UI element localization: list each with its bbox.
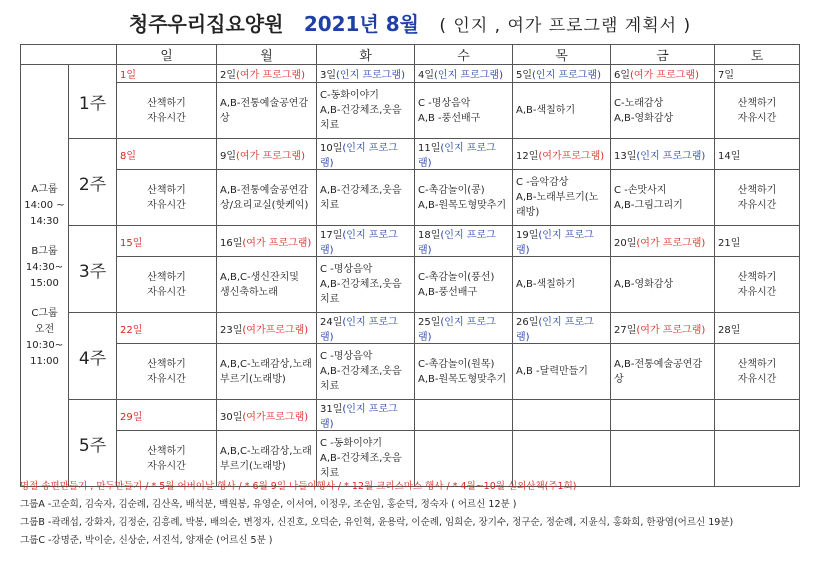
schedule-table — [20, 44, 800, 487]
group-a-members: 그룹A -고순희, 김숙자, 김순례, 김산옥, 배석분, 백원봉, 유영순, 이서여, 이정우, 조순임, 홍순덕, 정숙자 ( 어르신 12분 ) — [20, 499, 517, 510]
date-cell: 14일 — [715, 139, 800, 170]
week-2-date-row — [21, 139, 800, 170]
activity-cell: 산책하기 자유시간 — [117, 257, 217, 313]
date-cell: 25일(인지 프로그램) — [415, 313, 513, 344]
activity-cell: A,B-건강체조,웃음 치료 — [317, 170, 415, 226]
week-1-date-row — [21, 65, 800, 83]
activity-cell: A,B-전통예술공연감 상 — [611, 344, 715, 400]
activity-cell: C -음악감상 A,B-노래부르기(노 래방) — [513, 170, 611, 226]
date-cell: 9일(여가 프로그램) — [217, 139, 317, 170]
date-cell — [513, 400, 611, 431]
date-cell: 26일(인지 프로그램) — [513, 313, 611, 344]
activity-cell: A,B-색칠하기 — [513, 257, 611, 313]
date-cell: 2일(여가 프로그램) — [217, 65, 317, 83]
date-cell — [715, 400, 800, 431]
activity-cell: A,B,C-생신잔치및 생신축하노래 — [217, 257, 317, 313]
activity-cell: A,B,C-노래감상,노래 부르기(노래방) — [217, 431, 317, 487]
day-header-wed: 수 — [415, 45, 513, 65]
date-cell: 10일(인지 프로그램) — [317, 139, 415, 170]
org-name: 청주우리집요양원 — [128, 12, 284, 36]
date-cell: 22일 — [117, 313, 217, 344]
activity-cell: C -동화이야기 A,B-건강체조,웃음 치료 — [317, 431, 415, 487]
group-b-time2: 15:00 — [30, 277, 59, 289]
date-cell: 19일(인지 프로그램) — [513, 226, 611, 257]
week-4-activity-row — [21, 344, 800, 400]
month-label: 2021년 8월 — [303, 12, 419, 36]
date-cell: 5일(인지 프로그램) — [513, 65, 611, 83]
activity-cell: A,B-색칠하기 — [513, 83, 611, 139]
date-cell: 29일 — [117, 400, 217, 431]
date-cell: 15일 — [117, 226, 217, 257]
activity-cell: A,B-전통예술공연감 상 — [217, 83, 317, 139]
date-cell: 27일(여가 프로그램) — [611, 313, 715, 344]
day-header-sat: 토 — [715, 45, 800, 65]
date-cell: 12일(여가프로그램) — [513, 139, 611, 170]
week-label: 5주 — [69, 400, 117, 487]
group-b-members: 그룹B -곽래섭, 강화자, 김정순, 김흥례, 박봉, 배의순, 변정자, 신진호, 오덕순, 유인혁, 윤용락, 이순례, 임희순, 장기수, 정구순, 정순례, 지윤식, 홍화희, 한광염(어르신 19분) — [20, 517, 734, 528]
week-4-date-row — [21, 313, 800, 344]
group-a-label: A그룹 — [31, 183, 58, 195]
date-cell: 28일 — [715, 313, 800, 344]
activity-cell: C-노래감상 A,B-영화감상 — [611, 83, 715, 139]
date-cell: 7일 — [715, 65, 800, 83]
date-cell: 3일(인지 프로그램) — [317, 65, 415, 83]
week-label: 2주 — [69, 139, 117, 226]
day-header-sun: 일 — [117, 45, 217, 65]
date-cell: 4일(인지 프로그램) — [415, 65, 513, 83]
date-cell: 17일(인지 프로그램) — [317, 226, 415, 257]
activity-cell: C -명상음악 A,B-건강체조,웃음 치료 — [317, 257, 415, 313]
notes-section — [20, 478, 810, 550]
day-header-thu: 목 — [513, 45, 611, 65]
activity-cell: A,B-영화감상 — [611, 257, 715, 313]
activity-cell: 산책하기 자유시간 — [117, 170, 217, 226]
date-cell: 24일(인지 프로그램) — [317, 313, 415, 344]
date-cell: 8일 — [117, 139, 217, 170]
week-5-date-row — [21, 400, 800, 431]
activity-cell: C -명상음악 A,B -풍선배구 — [415, 83, 513, 139]
activity-cell: C-촉감놀이(풍선) A,B-풍선배구 — [415, 257, 513, 313]
date-cell: 31일(인지 프로그램) — [317, 400, 415, 431]
week-3-date-row — [21, 226, 800, 257]
week-2-activity-row — [21, 170, 800, 226]
day-header-tue: 화 — [317, 45, 415, 65]
activity-cell: A,B-전통예술공연감 상/요리교실(핫케익) — [217, 170, 317, 226]
date-cell — [415, 400, 513, 431]
activity-cell: C-촉감놀이(원목) A,B-원목도형맞추기 — [415, 344, 513, 400]
group-c-members: 그룹C -강명준, 박이순, 신상순, 서진석, 양재순 (어르신 5분 ) — [20, 535, 273, 546]
activity-cell: 산책하기 자유시간 — [715, 83, 800, 139]
date-cell: 30일(여가프로그램) — [217, 400, 317, 431]
page-title — [0, 8, 820, 37]
activity-cell: C -손맛사지 A,B-그림그리기 — [611, 170, 715, 226]
week-1-activity-row — [21, 83, 800, 139]
date-cell: 23일(여가프로그램) — [217, 313, 317, 344]
date-cell: 20일(여가 프로그램) — [611, 226, 715, 257]
date-cell: 16일(여가 프로그램) — [217, 226, 317, 257]
group-c-label: C그룹 — [31, 307, 58, 319]
week-label: 4주 — [69, 313, 117, 400]
activity-cell: C -명상음악 A,B-건강체조,웃음 치료 — [317, 344, 415, 400]
date-cell: 6일(여가 프로그램) — [611, 65, 715, 83]
day-header-mon: 월 — [217, 45, 317, 65]
activity-cell: A,B -달력만들기 — [513, 344, 611, 400]
activity-cell: 산책하기 자유시간 — [117, 431, 217, 487]
activity-cell: 산책하기 자유시간 — [117, 83, 217, 139]
date-cell: 1일 — [117, 65, 217, 83]
events-note: 명절 송편만들기 , 만두만들기 / * 5월 어버이날 행사 / * 6월 9일 나들이행사 / * 12월 크리스마스 행사 / * 4월~10월 실외산책(주1회) — [20, 481, 577, 492]
group-c-time3: 11:00 — [30, 355, 59, 367]
group-c-time2: 10:30~ — [25, 339, 64, 351]
group-a-time2: 14:30 — [30, 215, 59, 227]
group-b-label: B그룹 — [31, 245, 58, 257]
activity-cell: C-촉감놀이(콩) A,B-원목도형맞추기 — [415, 170, 513, 226]
activity-cell: A,B,C-노래감상,노래 부르기(노래방) — [217, 344, 317, 400]
day-header-row — [21, 45, 800, 65]
date-cell: 21일 — [715, 226, 800, 257]
date-cell — [611, 400, 715, 431]
date-cell: 18일(인지 프로그램) — [415, 226, 513, 257]
date-cell: 13일(인지 프로그램) — [611, 139, 715, 170]
activity-cell: C-동화이야기 A,B-건강체조,웃음 치료 — [317, 83, 415, 139]
date-cell: 11일(인지 프로그램) — [415, 139, 513, 170]
week-3-activity-row — [21, 257, 800, 313]
group-times — [21, 65, 69, 487]
group-c-time1: 오전 — [34, 323, 55, 335]
week-label: 1주 — [69, 65, 117, 139]
day-header-fri: 금 — [611, 45, 715, 65]
activity-cell: 산책하기 자유시간 — [715, 344, 800, 400]
group-b-time1: 14:30~ — [25, 261, 64, 273]
activity-cell: 산책하기 자유시간 — [715, 257, 800, 313]
activity-cell: 산책하기 자유시간 — [117, 344, 217, 400]
group-a-time1: 14:00 ~ — [24, 199, 65, 211]
subtitle: ( 인지 , 여가 프로그램 계획서 ) — [439, 16, 692, 36]
activity-cell: 산책하기 자유시간 — [715, 170, 800, 226]
week-label: 3주 — [69, 226, 117, 313]
header-blank — [21, 45, 117, 65]
